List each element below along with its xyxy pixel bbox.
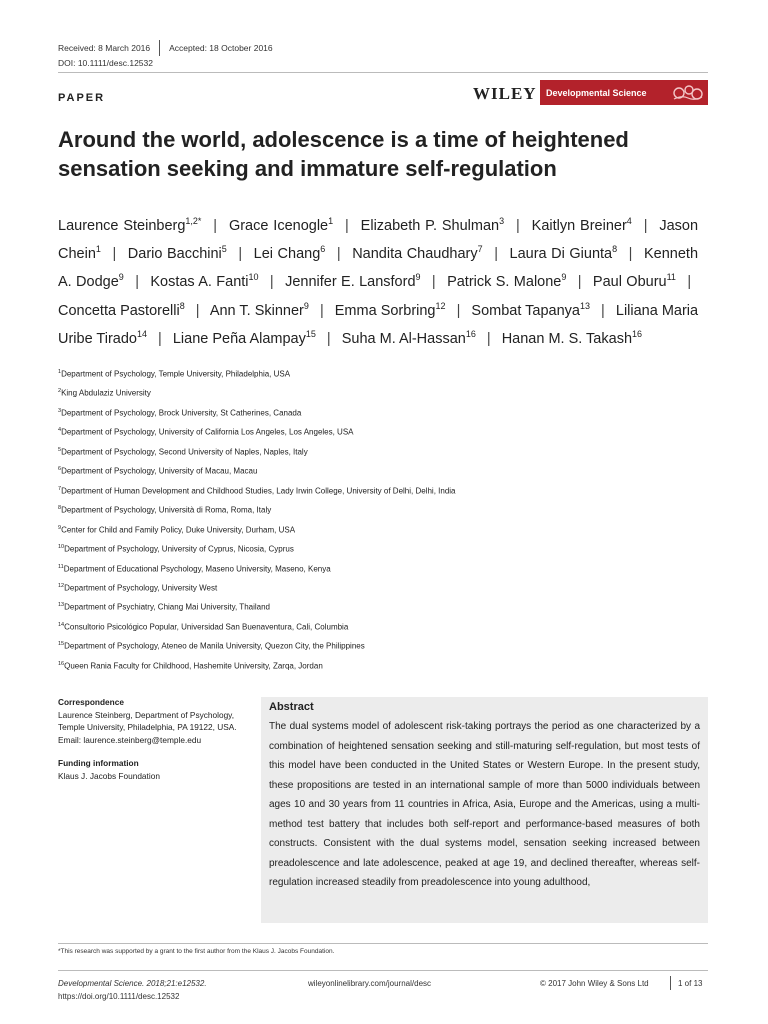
author-separator: | bbox=[643, 217, 648, 234]
date-separator bbox=[159, 40, 160, 56]
affiliation-text: Department of Psychiatry, Chiang Mai University, Thailand bbox=[64, 603, 270, 613]
author-name bbox=[334, 300, 446, 319]
author-list bbox=[58, 210, 698, 352]
author-name-text: Emma Sorbring bbox=[334, 302, 436, 319]
affiliation-text: Department of Psychology, Università di Roma, Roma, Italy bbox=[61, 505, 272, 515]
author-name-text: Jason Chein bbox=[58, 217, 699, 263]
affiliation-number: 15 bbox=[58, 641, 65, 648]
author-separator: | bbox=[158, 331, 162, 348]
author-affiliation-sup: 8 bbox=[179, 300, 185, 311]
author-affiliation-sup: 1 bbox=[328, 216, 334, 226]
author-separator: | bbox=[601, 302, 605, 319]
copyright: © 2017 John Wiley & Sons Ltd bbox=[540, 979, 649, 988]
article-title: Around the world, adolescence is a time of heightened sensation seeking and immature self-regulation bbox=[58, 127, 629, 181]
author-name bbox=[285, 274, 420, 290]
author-name-text: Laurence Steinberg bbox=[58, 217, 186, 234]
journal-name: Developmental Science bbox=[546, 87, 647, 98]
author-separator: | bbox=[577, 274, 582, 291]
affiliation-item bbox=[58, 461, 698, 480]
sidebar-info bbox=[58, 696, 243, 793]
affiliation-text: Department of Psychology, Temple University, Philadelphia, USA bbox=[61, 369, 291, 379]
affiliation-text: Department of Psychology, University of Macau, Macau bbox=[61, 466, 258, 476]
author-name bbox=[58, 218, 201, 234]
author-separator: | bbox=[516, 217, 520, 234]
affiliation-item bbox=[58, 520, 698, 539]
funding-footnote: *This research was supported by a grant to the first author from the Klaus J. Jacobs Foundation. bbox=[58, 948, 335, 955]
author-name-text: Laura Di Giunta bbox=[509, 246, 613, 263]
author-separator: | bbox=[112, 246, 117, 263]
author-name-text: Hanan M. S. Takash bbox=[501, 331, 633, 348]
affiliation-item bbox=[58, 597, 698, 616]
affiliation-item bbox=[58, 617, 698, 636]
affiliation-text: Center for Child and Family Policy, Duke University, Durham, USA bbox=[61, 525, 296, 535]
footnote-divider bbox=[58, 943, 708, 944]
author-name-text: Dario Bacchini bbox=[127, 246, 222, 263]
funding-label: Funding information bbox=[58, 758, 139, 768]
journal-website-link[interactable]: wileyonlinelibrary.com/journal/desc bbox=[308, 979, 432, 988]
affiliation-number: 11 bbox=[58, 563, 64, 570]
affiliation-number: 4 bbox=[58, 427, 62, 434]
affiliation-text: Department of Psychology, University West bbox=[64, 583, 218, 593]
abstract-box bbox=[261, 697, 708, 923]
affiliation-text: Department of Psychology, Second University of Naples, Naples, Italy bbox=[61, 447, 308, 457]
author-name bbox=[150, 274, 258, 290]
author-name bbox=[209, 300, 309, 319]
author-separator: | bbox=[195, 302, 200, 319]
author-name-text: Lei Chang bbox=[253, 246, 321, 263]
affiliation-number: 12 bbox=[58, 582, 65, 589]
affiliation-item bbox=[58, 559, 698, 578]
author-affiliation-sup: 8 bbox=[612, 244, 618, 255]
author-name-text: Jennifer E. Lansford bbox=[285, 274, 416, 291]
author-name-text: Ann T. Skinner bbox=[209, 302, 304, 319]
affiliation-list bbox=[58, 364, 698, 675]
affiliation-item bbox=[58, 500, 698, 519]
received-date: Received: 8 March 2016 bbox=[58, 43, 151, 53]
affiliation-text: Consultorio Psicológico Popular, Universidad San Buenaventura, Cali, Columbia bbox=[64, 622, 349, 632]
affiliation-number: 6 bbox=[58, 466, 62, 473]
author-name bbox=[447, 274, 566, 290]
section-label: PAPER bbox=[58, 92, 106, 104]
author-affiliation-sup: 7 bbox=[477, 244, 483, 255]
affiliation-number: 14 bbox=[58, 621, 65, 628]
author-affiliation-sup: 16 bbox=[632, 329, 643, 340]
author-affiliation-sup: 9 bbox=[561, 272, 567, 283]
author-name bbox=[342, 331, 476, 347]
affiliation-number: 5 bbox=[58, 446, 62, 453]
author-affiliation-sup: 3 bbox=[499, 216, 505, 226]
author-affiliation-sup: 1 bbox=[95, 244, 101, 255]
author-separator: | bbox=[486, 331, 491, 348]
author-affiliation-sup: 16 bbox=[465, 329, 476, 340]
author-name-text: Sombat Tapanya bbox=[471, 302, 580, 319]
author-affiliation-sup: 13 bbox=[579, 300, 590, 311]
article-doi[interactable]: DOI: 10.1111/desc.12532 bbox=[58, 58, 153, 68]
affiliation-text: Department of Psychology, University of California Los Angeles, Los Angeles, USA bbox=[61, 428, 354, 438]
affiliation-text: Department of Psychology, Ateneo de Manila University, Quezon City, the Philippines bbox=[64, 642, 365, 651]
author-affiliation-sup: 9 bbox=[303, 300, 309, 311]
author-name-text: Kenneth A. Dodge bbox=[58, 246, 699, 291]
author-name-text: Paul Oburu bbox=[592, 274, 667, 291]
author-name bbox=[58, 300, 185, 319]
author-affiliation-sup: 14 bbox=[136, 329, 147, 340]
author-separator: | bbox=[135, 274, 139, 291]
author-separator: | bbox=[628, 246, 633, 263]
author-affiliation-sup: 9 bbox=[415, 272, 421, 283]
author-name-text: Liane Peña Alampay bbox=[172, 331, 306, 348]
author-separator: | bbox=[687, 274, 692, 291]
author-affiliation-sup: 11 bbox=[666, 272, 676, 283]
author-name bbox=[471, 300, 590, 319]
author-name-text: Kostas A. Fanti bbox=[150, 274, 249, 291]
author-affiliation-sup: 10 bbox=[248, 272, 259, 283]
footer-divider bbox=[58, 970, 708, 971]
author-affiliation-sup: 15 bbox=[305, 329, 316, 340]
affiliation-number: 16 bbox=[58, 660, 65, 667]
author-separator: | bbox=[345, 217, 349, 234]
affiliation-text: Department of Psychology, Brock University, St Catherines, Canada bbox=[61, 408, 302, 418]
author-name bbox=[128, 246, 227, 262]
author-affiliation-sup: 12 bbox=[435, 300, 446, 311]
affiliation-item bbox=[58, 578, 698, 597]
author-name-text: Kaitlyn Breiner bbox=[531, 217, 627, 234]
author-name bbox=[593, 274, 676, 290]
affiliation-item bbox=[58, 539, 698, 558]
author-name bbox=[361, 218, 504, 234]
affiliation-item bbox=[58, 656, 698, 675]
affiliation-text: King Abdulaziz University bbox=[61, 389, 151, 399]
affiliation-text: Department of Educational Psychology, Maseno University, Maseno, Kenya bbox=[63, 564, 331, 574]
author-name bbox=[352, 246, 482, 262]
affiliation-number: 8 bbox=[58, 505, 62, 512]
author-separator: | bbox=[213, 217, 218, 234]
affiliation-item bbox=[58, 364, 698, 383]
author-name-text: Grace Icenogle bbox=[228, 217, 329, 234]
affiliation-item bbox=[58, 403, 698, 422]
author-name bbox=[510, 246, 618, 262]
affiliation-number: 3 bbox=[58, 407, 62, 414]
author-name bbox=[254, 246, 326, 262]
abstract-body: The dual systems model of adolescent risk-taking portrays the period as one characterized by a combination of heightened sensation seeking and still-maturing self-regulation, but most tests of this model have been conducted in the United States or Western Europe. In the present study, these propositions are tested in an international sample of more than 5000 individuals between ages 10 and 30 years from 11 countries in Africa, Asia, Europe and the Americas, using a multi-method test battery that includes both self-report and performance-based measures of both constructs. Consistent with the dual systems model, sensation seeking increased between preadolescence and late adolescence, peaked at age 19, and declined thereafter, whereas self-regulation increased steadily from preadolescence into young adulthood, bbox=[269, 721, 700, 888]
author-separator: | bbox=[269, 274, 274, 291]
affiliation-number: 13 bbox=[58, 602, 65, 609]
affiliation-number: 10 bbox=[58, 544, 65, 551]
affiliation-item bbox=[58, 383, 698, 402]
doi-link[interactable]: https://doi.org/10.1111/desc.12532 bbox=[58, 992, 180, 1001]
affiliation-text: Queen Rania Faculty for Childhood, Hashemite University, Zarqa, Jordan bbox=[64, 661, 323, 671]
author-name-text: Nandita Chaudhary bbox=[352, 246, 478, 263]
author-affiliation-sup: 9 bbox=[118, 272, 124, 283]
page-separator bbox=[670, 976, 671, 990]
author-name bbox=[502, 331, 642, 347]
author-separator: | bbox=[431, 274, 436, 291]
funding-text: Klaus J. Jacobs Foundation bbox=[58, 770, 160, 781]
affiliation-number: 1 bbox=[58, 369, 62, 375]
author-name-text: Liliana Maria Uribe Tirado bbox=[58, 302, 699, 348]
author-affiliation-sup: 1,2* bbox=[185, 216, 202, 226]
affiliation-number: 9 bbox=[58, 524, 62, 531]
affiliation-number: 2 bbox=[58, 388, 62, 395]
author-separator: | bbox=[336, 246, 341, 263]
author-name-text: Elizabeth P. Shulman bbox=[360, 217, 500, 234]
author-separator: | bbox=[319, 302, 324, 319]
journal-banner bbox=[540, 80, 708, 105]
author-affiliation-sup: 6 bbox=[320, 244, 326, 255]
author-name bbox=[173, 331, 316, 347]
author-name bbox=[229, 218, 333, 234]
affiliation-item bbox=[58, 636, 698, 655]
correspondence-label: Correspondence bbox=[58, 697, 124, 707]
publisher-logo: WILEY bbox=[473, 84, 537, 103]
author-separator: | bbox=[238, 246, 243, 263]
author-affiliation-sup: 5 bbox=[221, 244, 227, 255]
affiliation-text: Department of Human Development and Childhood Studies, Lady Irwin College, University of Delhi, Delhi, India bbox=[61, 486, 456, 496]
accepted-date: Accepted: 18 October 2016 bbox=[169, 43, 273, 53]
author-separator: | bbox=[456, 302, 461, 319]
journal-decoration-icon bbox=[672, 83, 704, 102]
author-name bbox=[532, 218, 632, 234]
correspondence-block bbox=[58, 696, 243, 746]
correspondence-text: Laurence Steinberg, Department of Psychology, Temple University, Philadelphia, PA 19122, USA. bbox=[58, 709, 237, 732]
author-affiliation-sup: 4 bbox=[626, 216, 632, 226]
journal-reference: Developmental Science. 2018;21:e12532. bbox=[58, 979, 207, 988]
affiliation-number: 7 bbox=[58, 485, 62, 492]
affiliation-item bbox=[58, 442, 698, 461]
header-divider bbox=[58, 72, 708, 73]
correspondence-email[interactable]: Email: laurence.steinberg@temple.edu bbox=[58, 734, 202, 745]
affiliation-item bbox=[58, 481, 698, 500]
abstract-heading: Abstract bbox=[269, 701, 314, 713]
author-separator: | bbox=[326, 331, 331, 348]
affiliation-text: Department of Psychology, University of Cyprus, Nicosia, Cyprus bbox=[64, 544, 294, 554]
page-number: 1 of 13 bbox=[678, 979, 703, 988]
author-name-text: Concetta Pastorelli bbox=[58, 302, 180, 319]
author-name-text: Patrick S. Malone bbox=[447, 274, 562, 291]
author-separator: | bbox=[494, 246, 498, 263]
funding-block bbox=[58, 757, 243, 782]
author-name-text: Suha M. Al-Hassan bbox=[341, 331, 466, 348]
affiliation-item bbox=[58, 422, 698, 441]
article-dates bbox=[58, 40, 273, 56]
